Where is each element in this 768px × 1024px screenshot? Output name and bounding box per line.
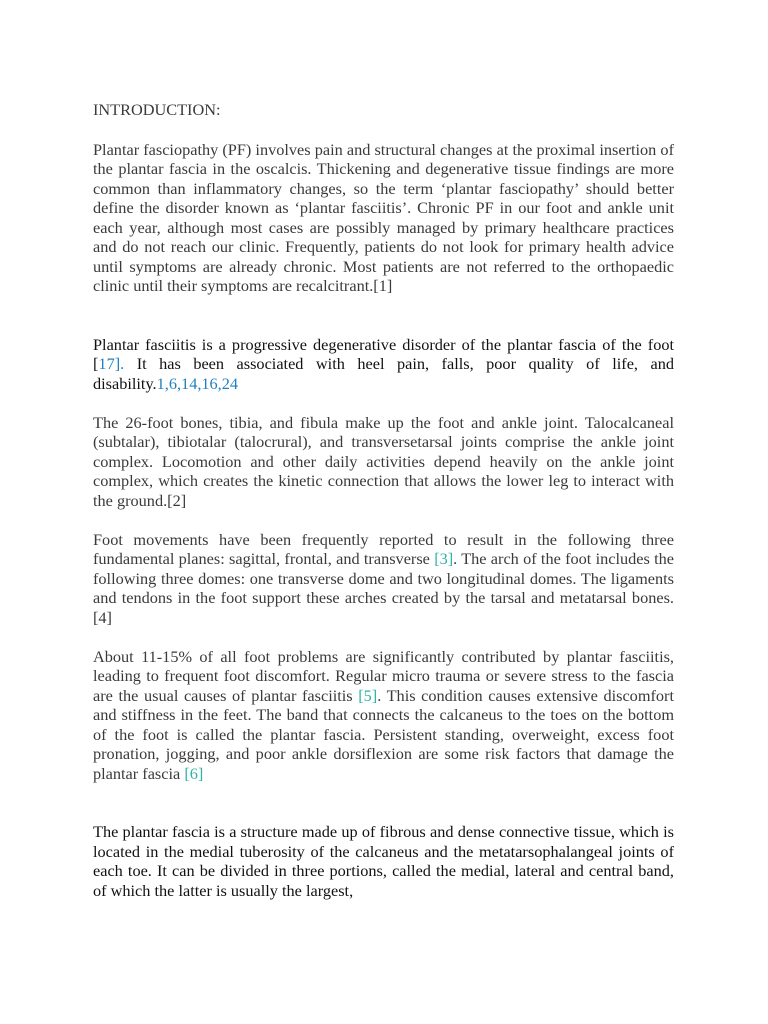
paragraph-prevalence — [93, 647, 674, 784]
citation-17-link[interactable]: 17]. — [98, 354, 125, 373]
paragraph-degenerative — [93, 335, 674, 394]
paragraph-intro: Plantar fasciopathy (PF) involves pain and structural changes at the proximal insertion of the plantar fascia in the oscalcis. Thickening and degenerative tissue findings are more common than inflammatory changes, so the term ‘plantar fasciopathy’ should better define the disorder known as ‘plantar fasciitis’. Chronic PF in our foot and ankle unit each year, although most cases are possibly managed by primary healthcare practices and do not reach our clinic. Frequently, patients do not look for primary health advice until symptoms are already chronic. Most patients are not referred to the orthopaedic clinic until their symptoms are recalcitrant.[1] — [93, 139, 674, 295]
p4-text-1: Foot movements have been frequently reported to result in the following three fundamental planes: sagittal, frontal, and transverse — [93, 529, 674, 568]
p5-text-2: . This condition causes extensive discomfort and stiffness in the feet. The band that connects the calcaneus to the toes on the bottom of the foot is called the plantar fascia. Persistent standing, overweight, excess foot pronation, jogging, and poor ankle dorsiflexion are some risk factors that damage the plantar fascia — [93, 685, 674, 783]
section-heading: INTRODUCTION: — [93, 100, 221, 119]
document-page — [93, 100, 674, 900]
citation-3-link[interactable]: [3] — [434, 549, 454, 568]
paragraph-anatomy: The 26-foot bones, tibia, and fibula make up the foot and ankle joint. Talocalcaneal (subtalar), tibiotalar (talocrural), and transversetarsal joints comprise the ankle joint complex. Locomotion and other daily activities depend heavily on the ankle joint complex, which creates the kinetic connection that allows the lower leg to interact with the ground.[2] — [93, 412, 674, 510]
citation-6-link[interactable]: [6] — [184, 763, 204, 783]
citation-5-link[interactable]: [5] — [358, 685, 378, 705]
paragraph-planes — [93, 530, 674, 628]
p4-text-2: . The arch of the foot includes the following three domes: one transverse dome and two longitudinal domes. The ligaments and tendons in the foot support these arches created by the tarsal and metatarsal bones.[4] — [93, 549, 674, 627]
p2-text-2: It has been associated with heel pain, falls, poor quality of life, and disability. — [93, 354, 674, 393]
paragraph-structure: The plantar fascia is a structure made up of fibrous and dense connective tissue, which is located in the medial tuberosity of the calcaneus and the metatarsophalangeal joints of each toe. It can be divided in three portions, called the medial, lateral and central band, of which the latter is usually the largest, — [93, 822, 674, 900]
p5-text-1: About 11-15% of all foot problems are significantly contributed by plantar fasciitis, leading to frequent foot discomfort. Regular micro trauma or severe stress to the fascia are the usual causes of plantar fasciitis — [93, 646, 674, 705]
p2-text-1: Plantar fasciitis is a progressive degenerative disorder of the plantar fascia of the foot [ — [93, 334, 674, 373]
citation-multi-link[interactable]: 1,6,14,16,24 — [156, 373, 239, 393]
